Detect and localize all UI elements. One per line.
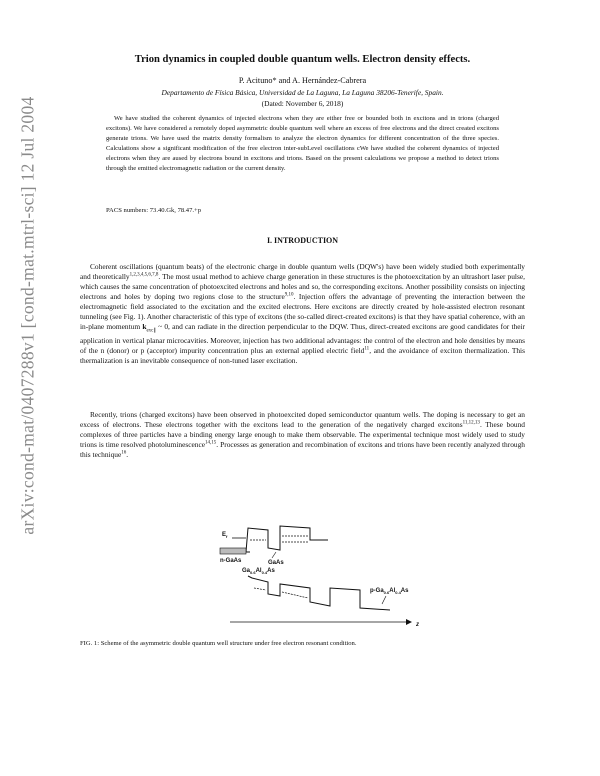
- fig-label-n-gaas: n-GaAs: [220, 558, 242, 564]
- fig-label-z: z: [416, 622, 419, 628]
- section-heading: I. INTRODUCTION: [266, 236, 339, 245]
- text-run: Recently, trions (charged excitons) have been observed in photoexcited doped semiconductor quantum wells. The doping is necessary to get an excess of electrons. These electrons together with the excitons lead to the generation of the negatively charged excitons: [80, 410, 525, 429]
- intro-paragraph-2: [80, 410, 525, 460]
- abstract: We have studied the coherent dynamics of injected electrons when they are either free or bounded both in excitons and in trions (charged excitons). We have considered a remotely doped asymmetric double quantum well where an excess of free electrons and the direct created excitons generate trions. We have used the matrix density formalism to analyze the electron dynamics for different concentration of the three species. Calculations show a significant modification of the free electron inter-subLevel oscillations cWe have studied the coherent dynamics of injected electrons when they are aused by electrons bound in excitons and trions. Based on the present calculations we propose a method to detect trions through the emitted electromagnetic radiation or the current density.: [106, 115, 499, 172]
- valence-level-2: [282, 592, 308, 598]
- paper-date: (Dated: November 6, 2018): [261, 99, 344, 108]
- n-gaas-region: [220, 548, 246, 554]
- intro-paragraph-1: [80, 262, 525, 366]
- citation: 1,2,3,4,5,6,7,8: [129, 272, 159, 278]
- fig-label-algaas: $Ga_{0.6}Al_{0.4}As$: [242, 568, 275, 575]
- math-subscript: exc∥: [146, 328, 156, 334]
- z-axis-arrow: [406, 619, 412, 625]
- text-run: .: [126, 450, 129, 459]
- text-run: , and the avoidance of exciton thermalization. This thermalization is an inevitable consequence of non-tuned laser excitation.: [80, 346, 525, 366]
- text-run: . Processes as generation and recombination of excitons and trions have been recently analyzed through this technique: [80, 440, 525, 459]
- text-run: Coherent oscillations (quantum beats) of the electronic charge in double quantum wells (DQW's) have been widely studied both experimentally and theoretically: [80, 262, 525, 281]
- arxiv-stamp: [6, 20, 50, 610]
- citation: 11: [364, 347, 370, 352]
- math-k-vector: k: [142, 322, 147, 331]
- citation: 9,10: [284, 292, 294, 298]
- p-pointer: [382, 596, 386, 604]
- figure-dqw-scheme: [210, 518, 460, 628]
- fig-label-gaas: GaAs: [268, 560, 284, 566]
- text-run: . Injection offers the advantage of preventing the interaction between the electromagnetic field associated to the excitation and the excited electrons. Here excitons are directly created by hole-assisted electron resonant tunneling (see Fig. 1). Another characteristic of this type of excitons (the so-called direct-created excitons) is that they have spatial coherence, with an in-plane momentum: [80, 292, 525, 331]
- citation: 11,12,13: [462, 420, 480, 426]
- gaas-pointer: [272, 552, 276, 558]
- fig-label-p-algaas: $p-Ga_{0.6}Al_{0.4}As$: [370, 588, 409, 595]
- paper-title: Trion dynamics in coupled double quantum wells. Electron density effects.: [134, 54, 471, 65]
- paper-authors: P. Acituno* and A. Hernández-Cabrera: [238, 76, 367, 85]
- paper-affiliation: Departamento de Física Básica, Universidad de La Laguna, La Laguna 38206-Tenerife, Spain.: [161, 88, 444, 97]
- citation: 14,15: [205, 440, 217, 446]
- valence-level-1: [254, 588, 266, 590]
- fig-label-ef: $E_f$: [222, 532, 228, 539]
- pacs-numbers: PACS numbers: 73.40.Gk, 78.47.+p: [106, 207, 202, 214]
- text-run: . These bound complexes of three particles have a binding energy large enough to make them observable. The experimental technique most widely used to study trions is time resolved photoluminescence: [80, 420, 525, 449]
- arxiv-stamp-text: arXiv:cond-mat/0407288v1 [cond-mat.mtrl-sci] 12 Jul 2004: [17, 95, 38, 535]
- valence-band: [248, 576, 390, 610]
- citation: 16: [121, 450, 127, 456]
- figure-caption: FIG. 1: Scheme of the asymmetric double quantum well structure under free electron resonant condition.: [80, 640, 357, 647]
- text-run: ~ 0, and can radiate in the direction perpendicular to the DQW. Thus, direct-created excitons are good candidates for their application in vertical planar microcavities. Moreover, injection has two additional advantages: the control of the electron and hole densities by means of the n (donor) or p (acceptor) impurity concentration plus an external applied electric field: [80, 322, 525, 356]
- text-run: . The most usual method to achieve charge generation in these structures is the photoexcitation by an ultrashort laser pulse, which causes the same concentration of photoexcited electrons and holes and so, the corresponding excitons. Another possibility consists on injecting electrons and holes by doping two regions close to the structure: [80, 272, 525, 301]
